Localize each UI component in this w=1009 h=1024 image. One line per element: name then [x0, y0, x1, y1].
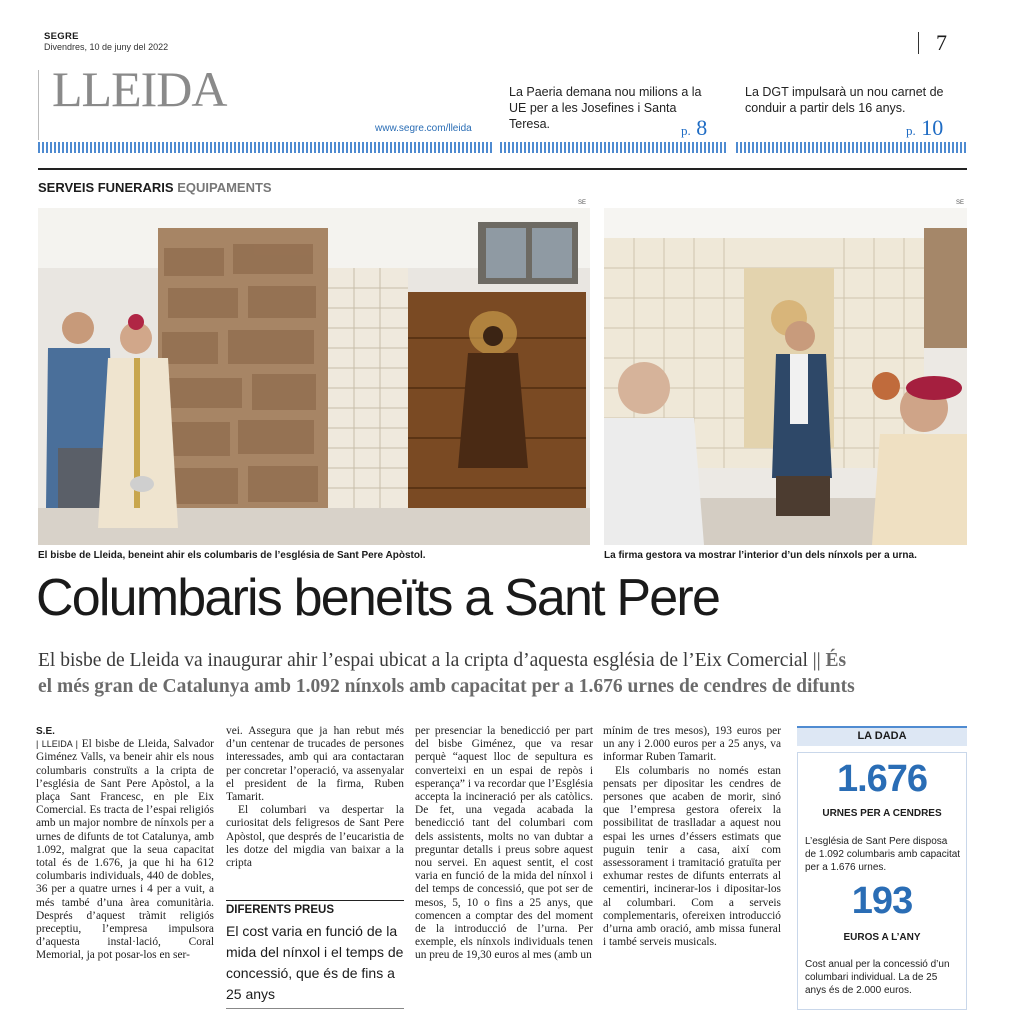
- decorative-stripe: [500, 142, 728, 153]
- article-deck: [38, 648, 970, 700]
- subhead-rule: [226, 900, 404, 901]
- teaser-page-prefix: p.: [681, 123, 691, 138]
- article-byline: S.E.: [36, 726, 55, 737]
- masthead-divider: [38, 70, 39, 140]
- article-paragraph: per presenciar la benedicció per part del bisbe Giménez, que va resar perquè “aquest lloc de sepultura es converteixi en un espai de repòs i esperança” i va recordar que l’Església accepta la incineració per als catòlics. De fet, una vegada acabada la benedicció tant del columbari com dels assistents, molts no van dubtar a preguntar detalls i preus sobre aquest nou servei. En aquest sentit, el cost varia en funció de la mida del nínxol i del temps de concessió, que pot ser de mesos, 5, 10 o fins a 25 anys, que comencen a comptar des del moment de la introducció de l’urna. Per exemple, els nínxols individuals tenen un preu de 19,30 euros al mes (amb un: [415, 725, 593, 962]
- stat-value-urns: 1.676: [836, 758, 928, 800]
- photo-niche-interior: [604, 208, 967, 545]
- article-column-1: [36, 725, 214, 963]
- article-paragraph-text: El bisbe de Lleida, Salvador Giménez Valls, va beneir ahir els nous columbaris construïts a la cripta de l’església de Sant Pere Apòstol, a la plaça Sant Francesc, en ple Eix Comercial. Es tracta de l’espai religiós amb un major nombre de nínxols per a urnes de difunts de tot Catalunya, amb 1.092, malgrat que la seua capacitat total és de 1.676, ja que hi ha 612 columbaris individuals, 440 de dobles, 36 per a quatre urnes i 4 per a vuit, a més també d’una àrea comunitària. Després d’aquest tràmit religiós preceptiu, l’empresa impulsora d’aquesta instal·lació, Coral Memorial, ja pot posar-los en ser-: [36, 738, 214, 962]
- article-subhead: DIFERENTS PREUS: [226, 904, 334, 916]
- stat-value-euros: 193: [851, 880, 913, 922]
- article-column-2: [226, 725, 404, 870]
- decorative-stripe: [38, 142, 493, 153]
- pull-quote: El cost varia en funció de la mida del nínxol i el temps de concessió, que és de fins a 25 anys: [226, 923, 404, 1002]
- article-paragraph: [36, 738, 214, 962]
- stat-label-euros: EUROS A L’ANY: [843, 932, 921, 943]
- photo-credit: SE: [578, 200, 587, 206]
- page-number: 7: [936, 30, 947, 55]
- deck-line-1: [38, 648, 970, 674]
- teaser-page-ref-2: [906, 117, 943, 139]
- section-label-sub: EQUIPAMENTS: [177, 180, 272, 195]
- article-column-4: [603, 725, 781, 949]
- la-dada-header: LA DADA: [797, 726, 967, 746]
- photo-niche-interior-illustration: [604, 208, 967, 545]
- article-paragraph: El columbari va despertar la curiositat dels feligresos de Sant Pere Apòstol, que després de l’eucaristia de les dotze del migdia van baixar a la cripta: [226, 804, 404, 870]
- photo-credit: SE: [956, 200, 965, 206]
- article-headline: Columbaris beneïts a Sant Pere: [36, 569, 720, 627]
- article-dateline: | LLEIDA |: [36, 739, 78, 750]
- photo-bishop-blessing: [38, 208, 590, 545]
- header-rule: [38, 168, 967, 170]
- article-paragraph: Els columbaris no només estan pensats per dipositar les cendres de persones que acaben de morir, sinó que l’empresa gestora ofereix la possibilitat de traslladar a aquest nou espai les urnes d’éssers estimats que puguin tenir a casa, així com assessorament i tramitació gratuïta per exhumar restes de difunts enterrats al cementiri, incinerar-los i dipositar-los al columbari. Com a serveis complementaris, ofereixen introducció d’urna amb oració, amb missa funeral i també serveis musicals.: [603, 764, 781, 949]
- stat-label-urns: URNES PER A CENDRES: [822, 808, 942, 819]
- teaser-headline-2[interactable]: La DGT impulsarà un nou carnet de conduir a partir dels 16 anys.: [745, 85, 944, 115]
- pull-quote-rule: [226, 1008, 404, 1009]
- publication-name: SEGRE: [44, 31, 79, 42]
- stat-description-urns: L’església de Sant Pere disposa de 1.092 columbaris amb capacitat per a 1.676 urnes.: [805, 836, 961, 873]
- article-paragraph: vei. Assegura que ja han rebut més d’un centenar de trucades de persones interessades, amb qui ara contactaran per concretar l’operació, va assenyalar el president de la firma, Ruben Tamarit.: [226, 725, 404, 804]
- article-paragraph: mínim de tres mesos), 193 euros per un any i 2.000 euros per a 25 anys, va informar Ruben Tamarit.: [603, 725, 781, 764]
- teaser-page-number: 8: [696, 115, 708, 140]
- deck-line-1-text: El bisbe de Lleida va inaugurar ahir l’espai ubicat a la cripta d’aquesta església de l’Eix Comercial ||: [38, 650, 821, 671]
- stat-description-euros: Cost anual per la concessió d’un columbari individual. La de 25 anys és de 2.000 euros.: [805, 959, 950, 996]
- teaser-page-prefix: p.: [906, 123, 916, 138]
- section-label-main: SERVEIS FUNERARIS: [38, 180, 174, 195]
- site-url-link[interactable]: www.segre.com/lleida: [375, 123, 472, 134]
- photo-caption-1: El bisbe de Lleida, beneint ahir els columbaris de l’església de Sant Pere Apòstol.: [38, 550, 426, 561]
- teaser-headline-1[interactable]: La Paeria demana nou milions a la UE per a les Josefines i Santa Teresa.: [509, 85, 702, 131]
- teaser-page-ref-1: [681, 117, 707, 139]
- teaser-page-number: 10: [921, 115, 944, 140]
- photo-bishop-blessing-illustration: [38, 208, 590, 545]
- deck-line-1-bold: És: [825, 650, 847, 671]
- decorative-stripe: [736, 142, 966, 153]
- deck-line-2: el més gran de Catalunya amb 1.092 nínxols amb capacitat per a 1.676 urnes de cendres de difunts: [38, 676, 855, 697]
- section-label: [38, 180, 272, 195]
- section-title: LLEIDA: [52, 61, 227, 117]
- article-column-3: [415, 725, 593, 963]
- publication-date: Divendres, 10 de juny del 2022: [44, 42, 169, 52]
- photo-caption-2: La firma gestora va mostrar l’interior d’un dels nínxols per a urna.: [604, 550, 917, 561]
- page-number-divider: [918, 32, 919, 54]
